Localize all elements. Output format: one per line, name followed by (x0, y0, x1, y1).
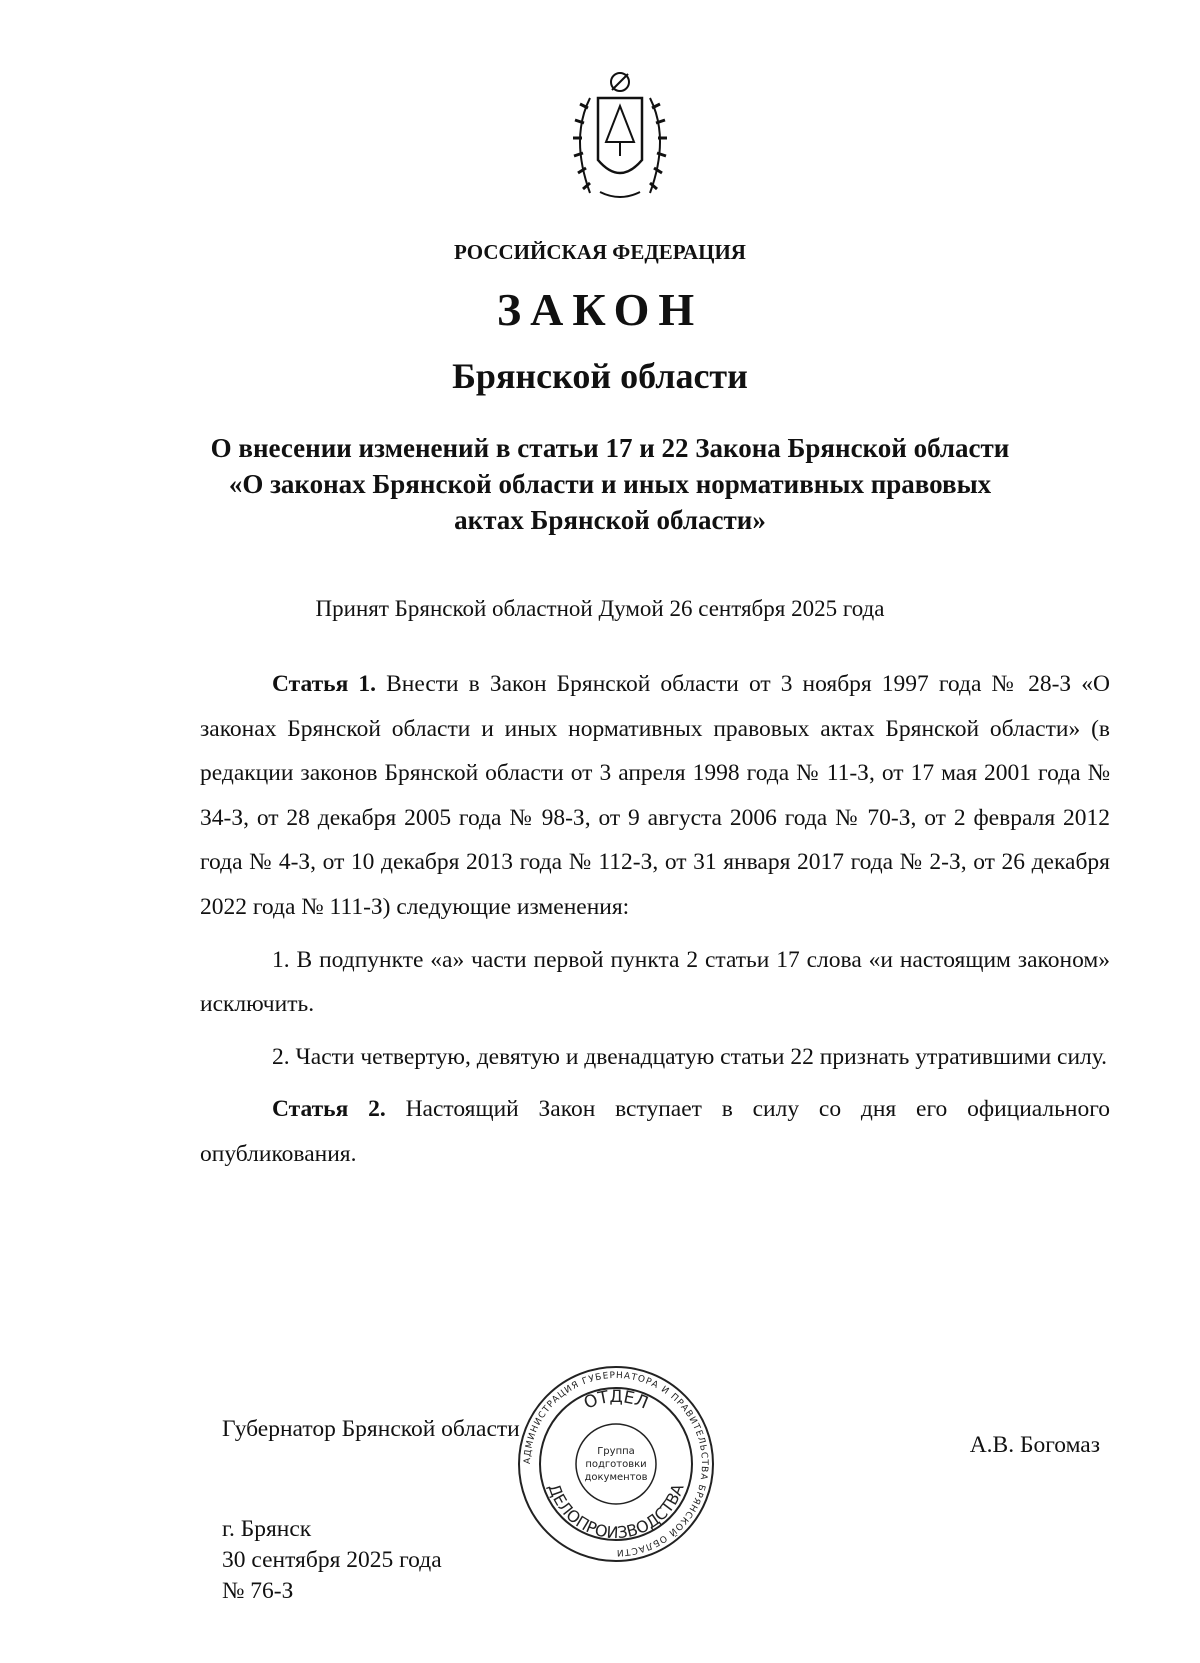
law-title (200, 430, 1020, 538)
article-1-label: Статья 1. (272, 671, 377, 697)
country-heading: РОССИЙСКАЯ ФЕДЕРАЦИЯ (454, 240, 746, 264)
adoption-line: Принят Брянской областной Думой 26 сентября 2025 года (315, 596, 885, 621)
article-1-text: Внести в Закон Брянской области от 3 ноября 1997 года № 28-З «О законах Брянской области и иных нормативных правовых актах Брянской области» (в редакции законов Брянской области от 3 апреля 1998 года № 11-З, от 17 мая 2001 года № 34-З, от 28 декабря 2005 года № 98-З, от 9 августа 2006 года № 70-З, от 2 февраля 2012 года № 4-З, от 10 декабря 2013 года № 112-З, от 31 января 2017 года № 2-З, от 26 декабря 2022 года № 111-З) следующие изменения: (200, 671, 1110, 920)
article-2-text: Настоящий Закон вступает в силу со дня его официального опубликования. (200, 1096, 1111, 1167)
law-title-text: О внесении изменений в статьи 17 и 22 Закона Брянской области «О законах Брянской области и иных нормативных правовых актах Брянской области» (210, 433, 1010, 535)
stamp-center-line3: документов (584, 1472, 648, 1483)
article-2-paragraph (200, 1087, 1110, 1176)
stamp-dept-top: ОТДЕЛ (581, 1387, 651, 1414)
coat-of-arms-emblem (560, 68, 680, 208)
document-type-heading: ЗАКОН (496, 284, 704, 335)
official-stamp (516, 1364, 716, 1564)
article-1-item-1: 1. В подпункте «а» части первой пункта 2 статьи 17 слова «и настоящим законом» исключить. (200, 946, 1110, 1018)
article-1-item-2: 2. Части четвертую, девятую и двенадцатую статьи 22 признать утратившими силу. (272, 1043, 1108, 1070)
law-body (200, 662, 1110, 1185)
article-2-label: Статья 2. (272, 1096, 386, 1123)
signatory-position: Губернатор Брянской области (222, 1416, 520, 1442)
region-heading: Брянской области (452, 356, 748, 396)
stamp-dept-bottom: ДЕЛОПРОИЗВОДСТВА (544, 1481, 688, 1543)
footer-date: 30 сентября 2025 года (222, 1547, 442, 1573)
signatory-name: А.В. Богомаз (969, 1432, 1100, 1458)
svg-text:ОТДЕЛ (581, 1387, 651, 1414)
document-footer (222, 1514, 442, 1607)
stamp-center-line2: подготовки (585, 1459, 647, 1470)
stamp-center-line1: Группа (597, 1446, 635, 1457)
article-1-paragraph (200, 662, 1110, 930)
stamp-outer-ring-text: АДМИНИСТРАЦИЯ ГУБЕРНАТОРА И ПРАВИТЕЛЬСТВА БРЯНСКОЙ ОБЛАСТИ (522, 1370, 710, 1558)
footer-number: № 76-З (222, 1578, 294, 1604)
footer-city: г. Брянск (222, 1516, 312, 1542)
